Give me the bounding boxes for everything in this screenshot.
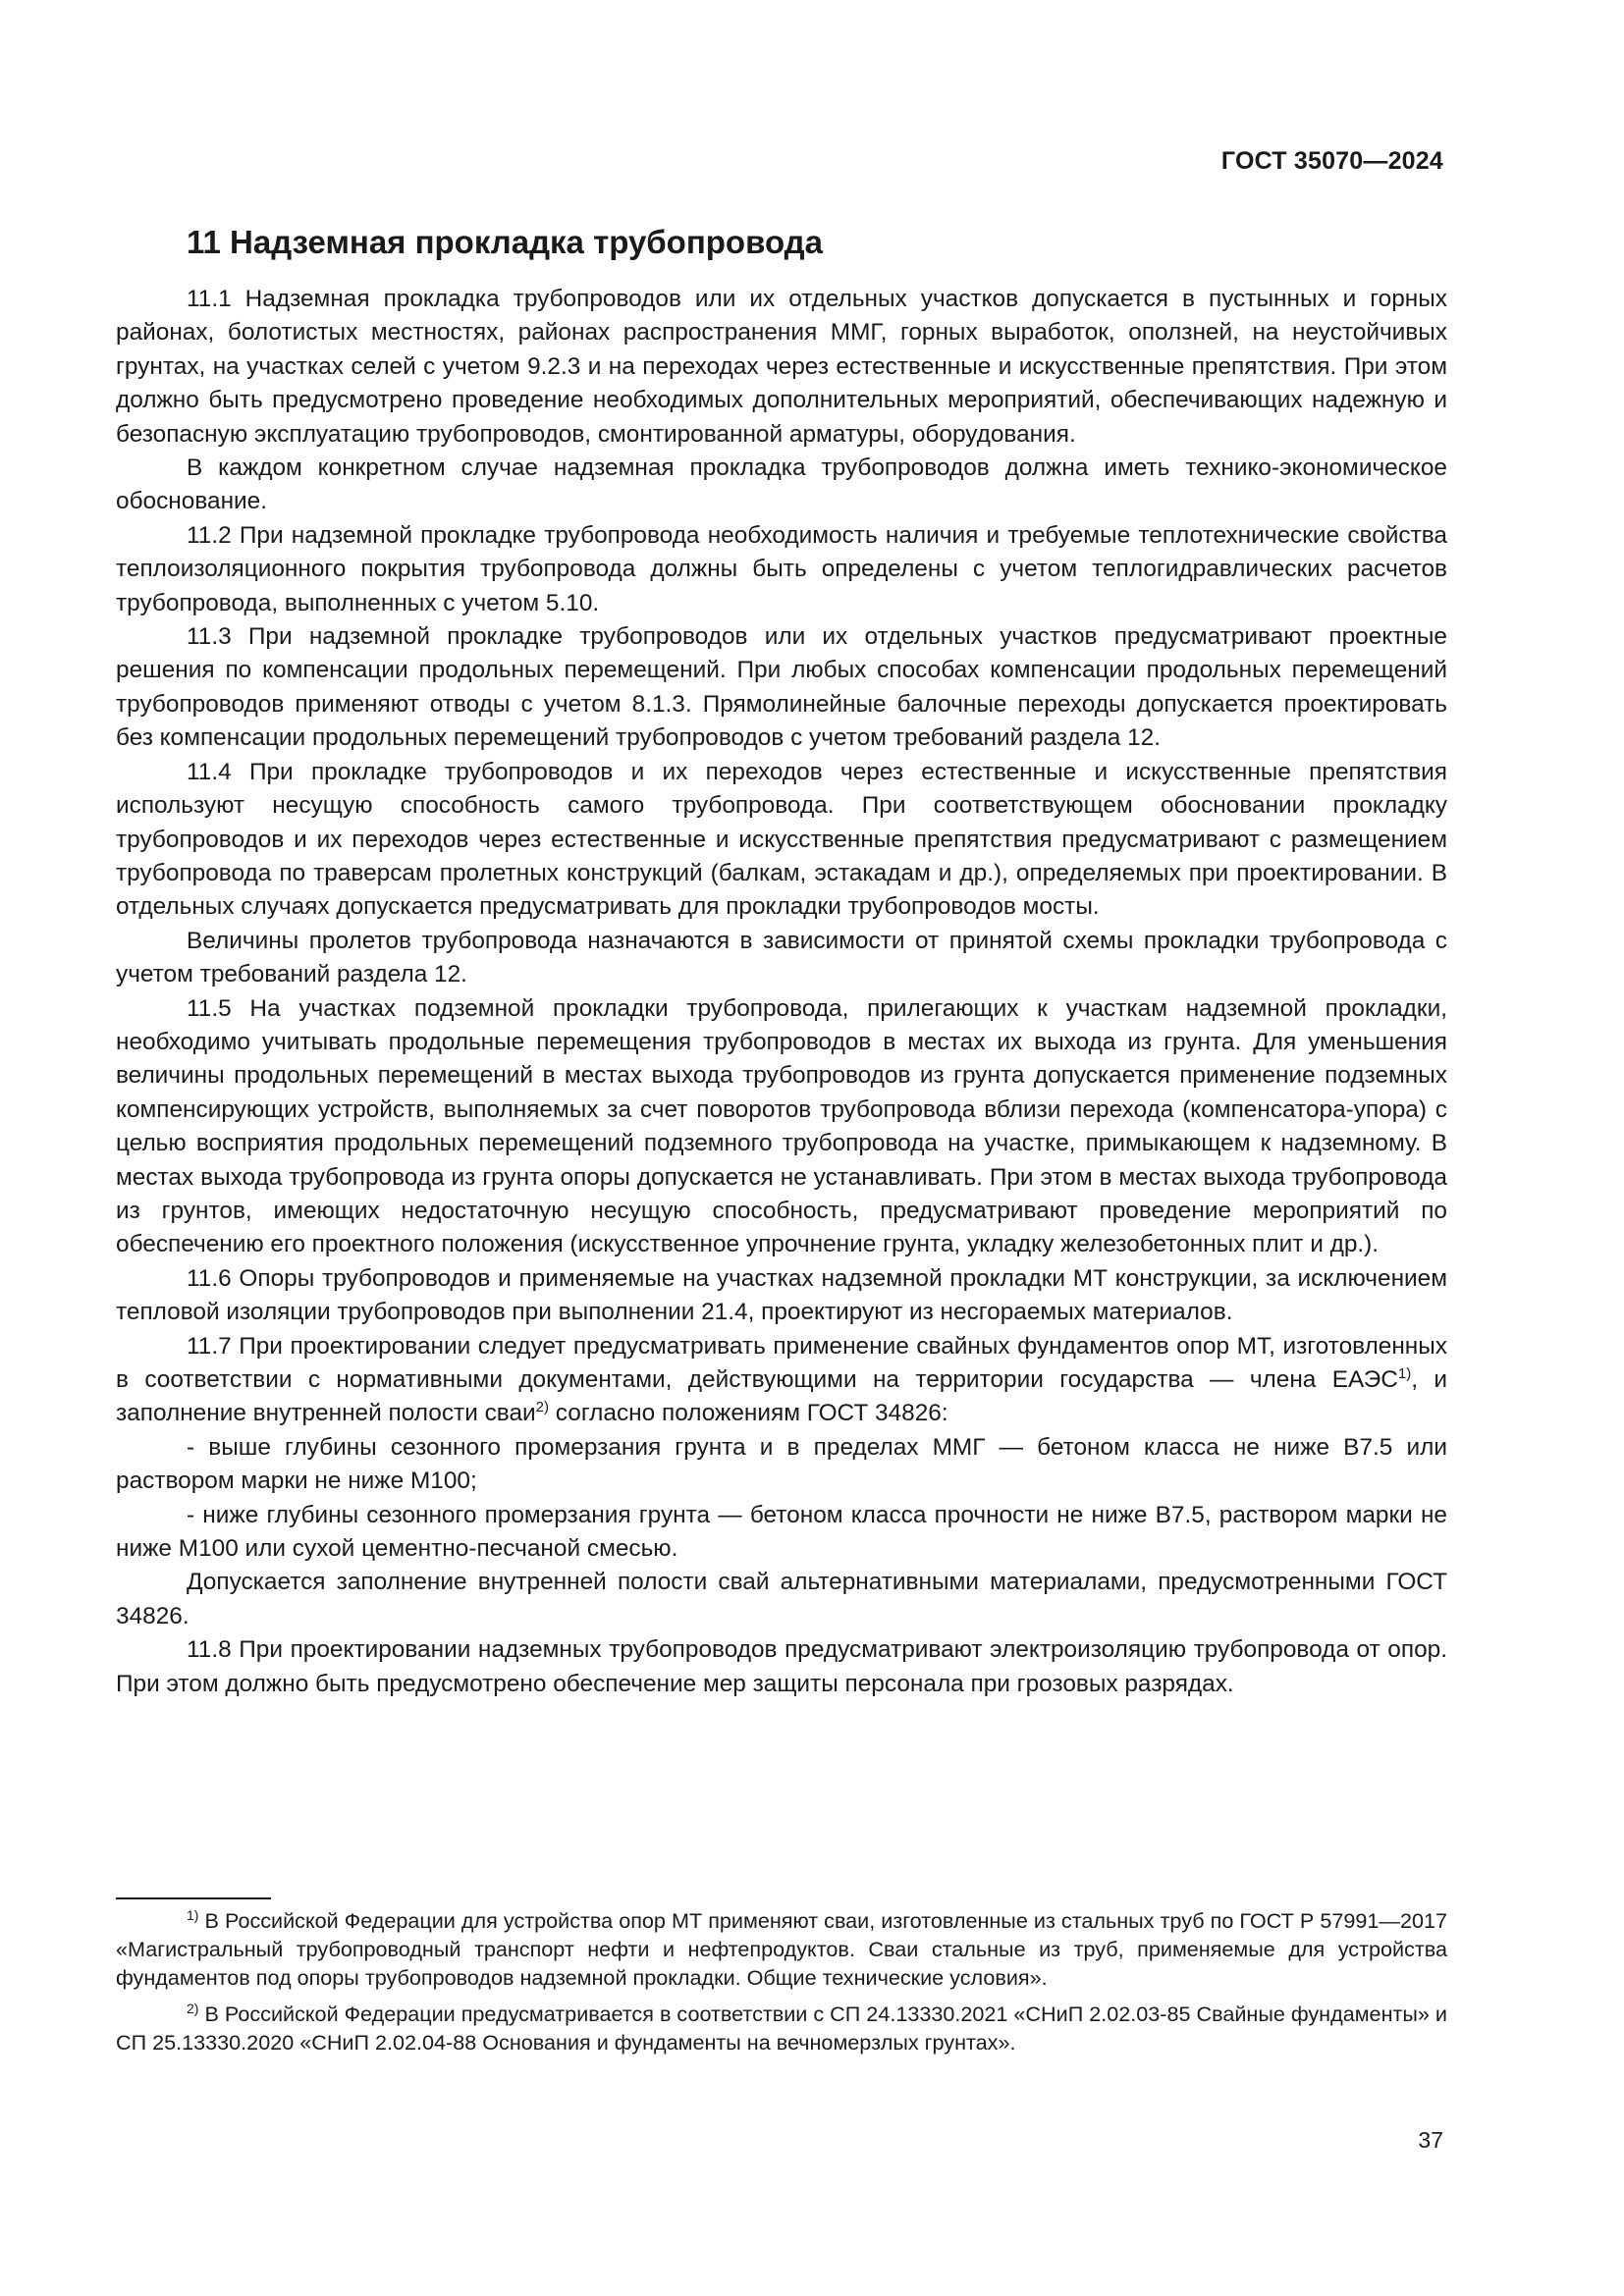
paragraph-11-6: 11.6 Опоры трубопроводов и применяемые на участках надземной прокладки МТ конструкции, за исключением тепловой изоляции трубопроводов при выполнении 21.4, проектируют из несгораемых материалов. [116, 1264, 1447, 1326]
paragraph-11-7 [116, 1330, 1447, 1431]
paragraph-11-4-note: Величины пролетов трубопровода назначаются в зависимости от принятой схемы прокладки трубопровода с учетом требований раздела 12. [116, 927, 1447, 988]
footnote-text-2: В Российской Федерации предусматривается в соответствии с СП 24.13330.2021 «СНиП 2.02.03-85 Свайные фундаменты» и СП 25.13330.2020 «СНиП 2.02.04-88 Основания и фундаменты на вечномерзлых грунтах». [116, 2002, 1447, 2055]
footnote-divider [116, 1897, 271, 1899]
p117-text-b: , и заполнение внутренней полости сваи [116, 1366, 1447, 1427]
paragraph-11-3: 11.3 При надземной прокладке трубопроводов или их отдельных участков предусматривают проектные решения по компенсации продольных перемещений. При любых способах компенсации продольных перемещений трубопроводов применяют отводы с учетом 8.1.3. Прямолинейные балочные переходы допускается проектировать без компенсации продольных перемещений трубопроводов с учетом требований раздела 12. [116, 623, 1447, 752]
footnotes [116, 1906, 1447, 2064]
p117-text-a: 11.7 При проектировании следует предусматривать применение свайных фундаментов опор МТ, изготовленных в соответствии с нормативными документами, действующими на территории государства — члена ЕАЭС [116, 1332, 1447, 1393]
p117-text-c: согласно положениям ГОСТ 34826: [549, 1400, 948, 1427]
paragraph-11-5: 11.5 На участках подземной прокладки трубопровода, прилегающих к участкам надземной прокладки, необходимо учитывать продольные перемещения трубопроводов в местах их выхода из грунта. Для уменьшения величины продольных перемещений в местах выхода трубопроводов из грунта допускается применение подземных компенсирующих устройств, выполняемых за счет поворотов трубопровода вблизи перехода (компенсатора-упора) с целью восприятия продольных перемещений подземного трубопровода на участке, примыкающем к надземному. В местах выхода трубопровода из грунта опоры допускается не устанавливать. При этом в местах выхода трубопровода из грунтов, имеющих недостаточную несущую способность, предусматривают проведение мероприятий по обеспечению его проектного положения (искусственное упрочнение грунта, укладку железобетонных плит и др.). [116, 994, 1447, 1258]
footnote-ref-1: 1) [1397, 1365, 1412, 1382]
paragraph-11-8: 11.8 При проектировании надземных трубопроводов предусматривают электроизоляцию трубопровода от опор. При этом должно быть предусмотрено обеспечение мер защиты персонала при грозовых разрядах. [116, 1636, 1447, 1697]
footnote-text-1: В Российской Федерации для устройства опор МТ применяют сваи, изготовленные из стальных труб по ГОСТ Р 57991—2017 «Магистральный трубопроводный транспорт нефти и нефтепродуктов. Сваи стальные из труб, применяемые для устройства фундаментов под опоры трубопроводов надземной прокладки. Общие технические условия». [116, 1908, 1447, 1990]
paragraph-11-7-note: Допускается заполнение внутренней полости свай альтернативными материалами, предусмотренными ГОСТ 34826. [116, 1569, 1447, 1629]
footnote-1 [116, 1906, 1447, 1992]
footnote-marker-1: 1) [187, 1907, 199, 1923]
footnote-marker-2: 2) [187, 2001, 199, 2016]
section-title: 11 Надземная прокладка трубопровода [187, 224, 823, 260]
page-number: 37 [1418, 2127, 1443, 2153]
footnote-2 [116, 2000, 1447, 2056]
paragraph-11-1: 11.1 Надземная прокладка трубопроводов или их отдельных участков допускается в пустынных и горных районах, болотистых местностях, районах распространения ММГ, горных выработок, оползней, на неустойчивых грунтах, на участках селей с учетом 9.2.3 и на переходах через естественные и искусственные препятствия. При этом должно быть предусмотрено проведение необходимых дополнительных мероприятий, обеспечивающих надежную и безопасную эксплуатацию трубопроводов, смонтированной арматуры, оборудования. [116, 286, 1447, 448]
paragraph-11-4: 11.4 При прокладке трубопроводов и их переходов через естественные и искусственные препятствия используют несущую способность самого трубопровода. При соответствующем обосновании прокладку трубопроводов и их переходов через естественные и искусственные препятствия предусматривают с размещением трубопровода по траверсам пролетных конструкций (балкам, эстакадам и др.), определяемых при проектировании. В отдельных случаях допускается предусматривать для прокладки трубопроводов мосты. [116, 758, 1447, 921]
paragraph-11-1-note: В каждом конкретном случае надземная прокладка трубопроводов должна иметь технико-экономическое обоснование. [116, 454, 1447, 515]
list-item: - выше глубины сезонного промерзания грунта и в пределах ММГ — бетоном класса не ниже B7.5 или раствором марки не ниже М100; [116, 1433, 1447, 1495]
footnote-ref-2: 2) [535, 1399, 550, 1416]
document-code: ГОСТ 35070—2024 [1220, 147, 1443, 175]
paragraph-11-2: 11.2 При надземной прокладке трубопровода необходимость наличия и требуемые теплотехнические свойства теплоизоляционного покрытия трубопровода должны быть определены с учетом теплогидравлических расчетов трубопровода, выполненных с учетом 5.10. [116, 521, 1447, 616]
list-item: - ниже глубины сезонного промерзания грунта — бетоном класса прочности не ниже B7.5, раствором марки не ниже М100 или сухой цементно-песчаной смесью. [116, 1501, 1447, 1563]
body-text [116, 283, 1447, 1701]
